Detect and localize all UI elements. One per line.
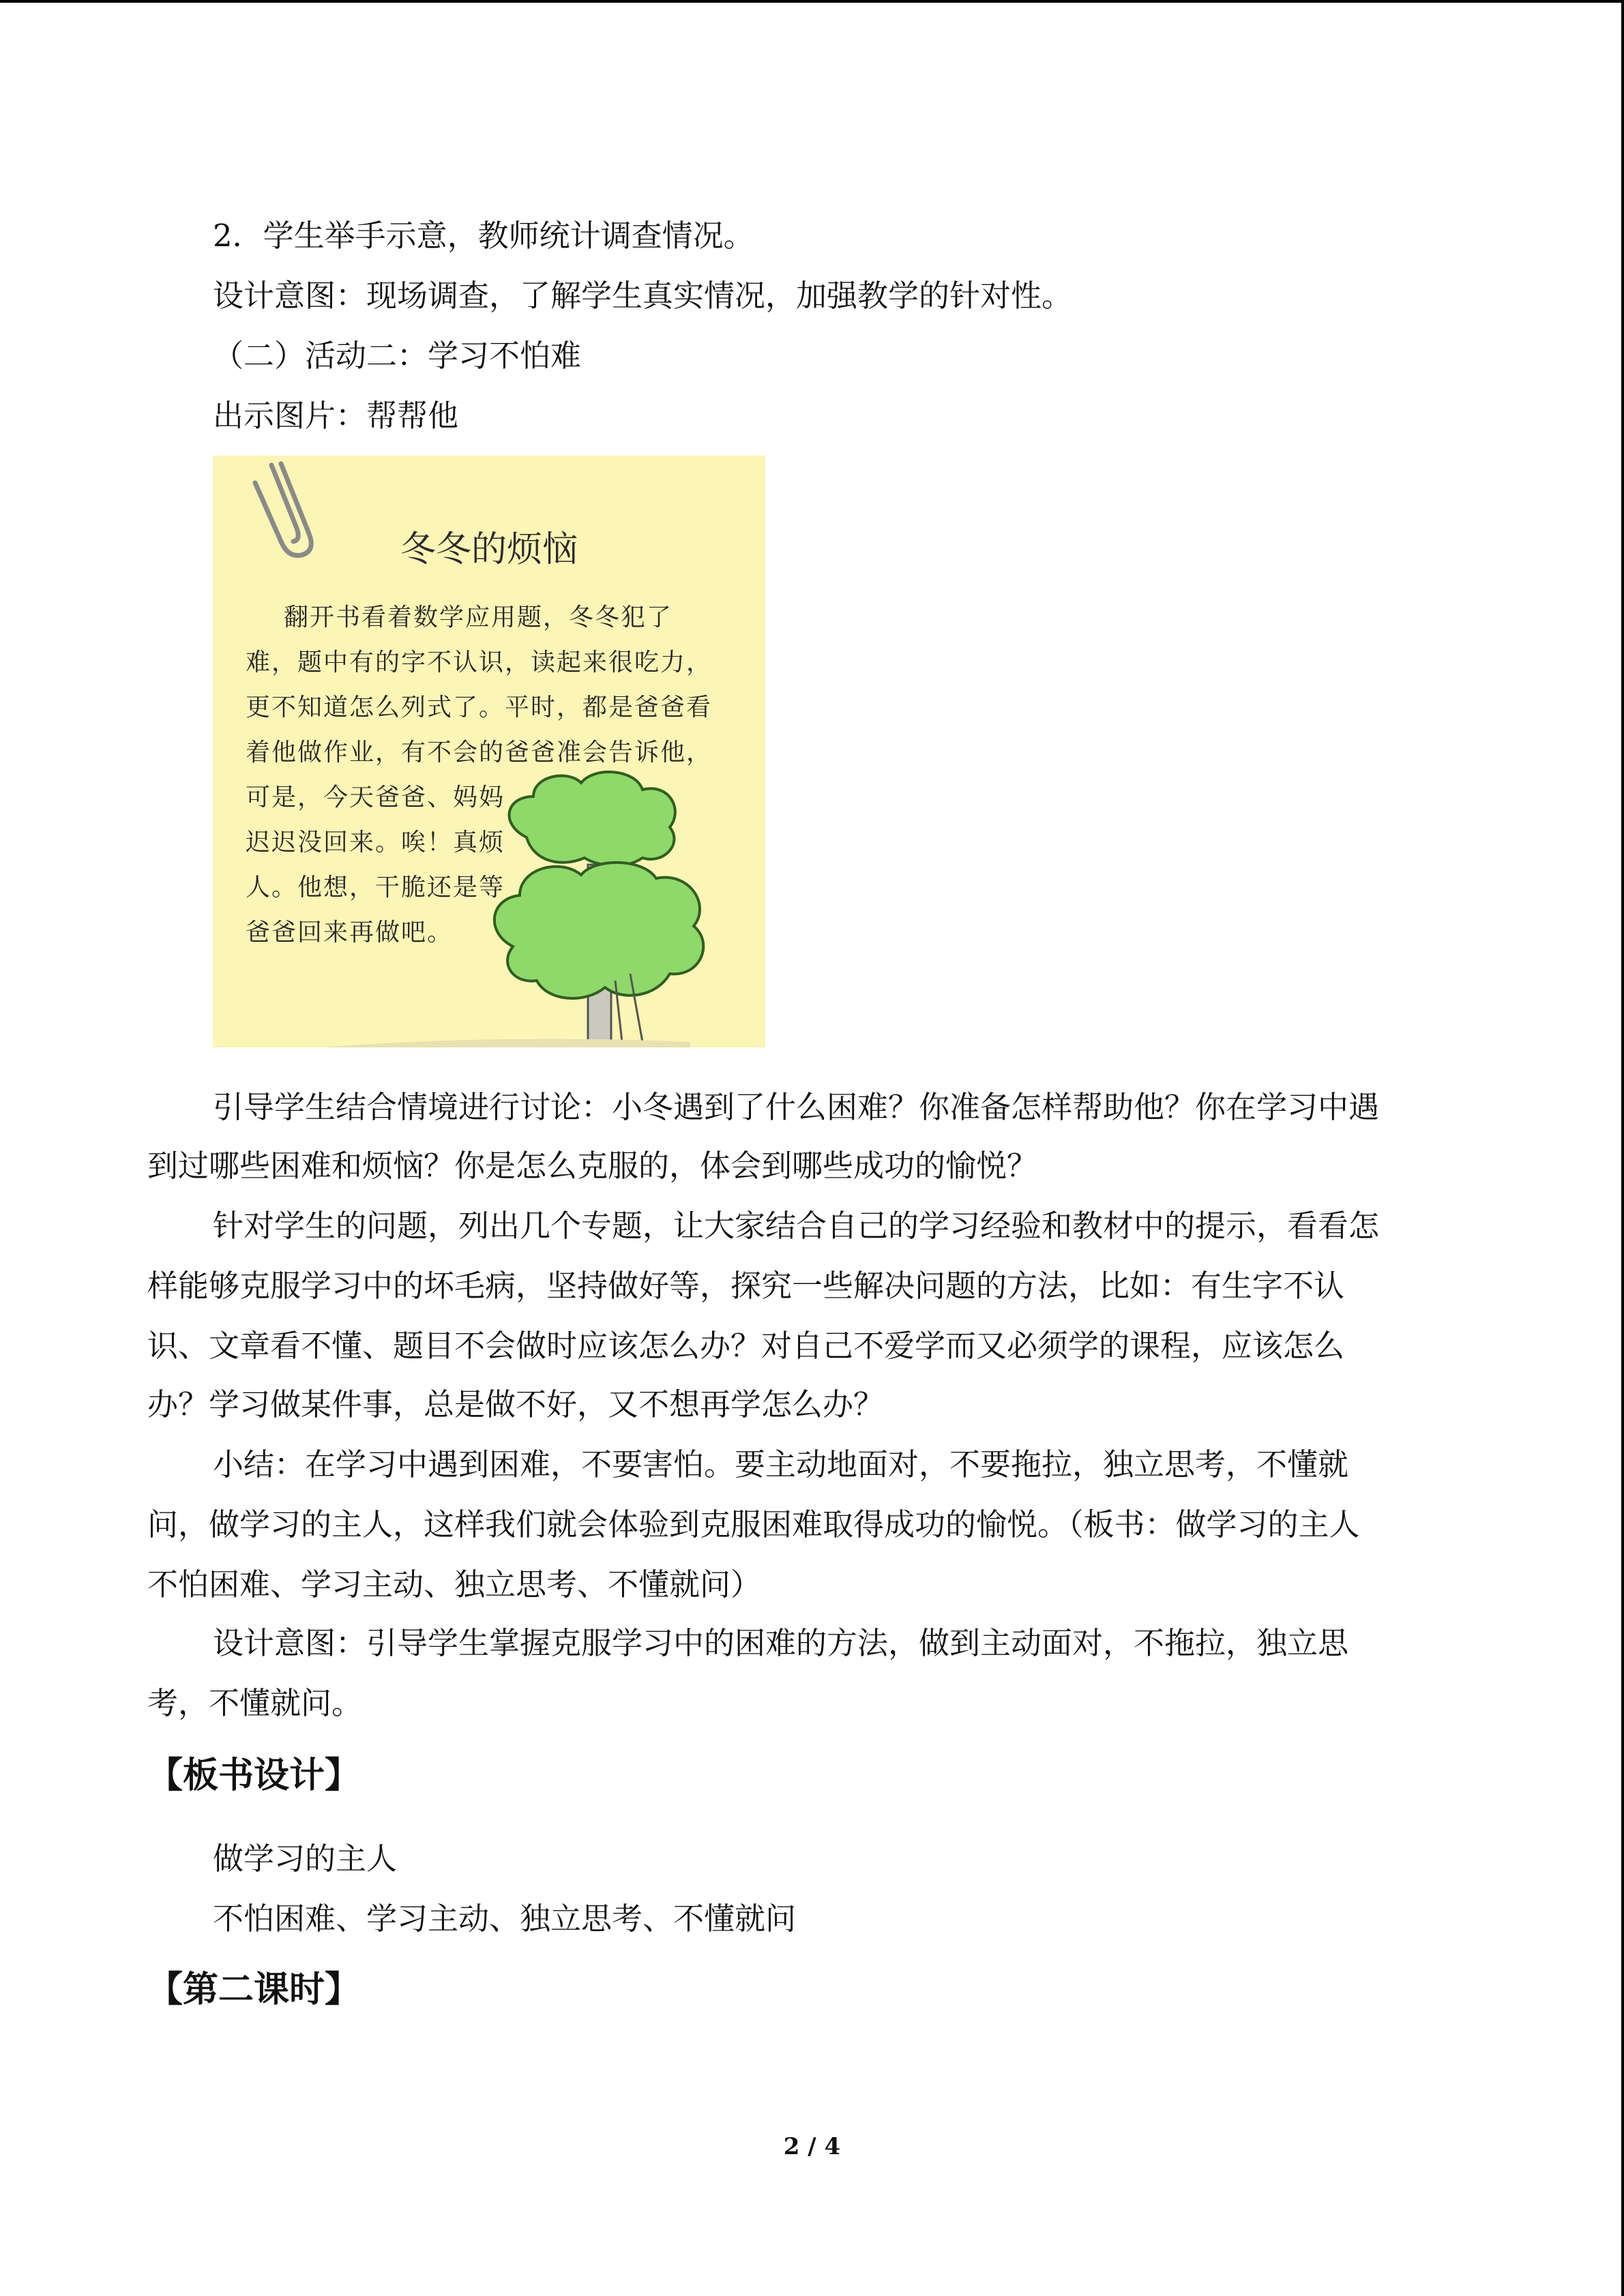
illustration-text-line: 迟迟没回来。唉！真烦 — [246, 829, 505, 856]
heading-board-design: 【板书设计】 — [147, 1755, 361, 1796]
paragraph-topics-line-4: 办？学习做某件事，总是做不好，又不想再学怎么办？ — [147, 1386, 885, 1422]
illustration-title: 冬冬的烦恼 — [400, 529, 578, 570]
paragraph-step-2: 2．学生举手示意，教师统计调查情况。 — [213, 218, 754, 254]
illustration-text-line: 人。他想，干脆还是等 — [246, 874, 505, 901]
paragraph-topics-line-2: 样能够克服学习中的坏毛病，坚持做好等，探究一些解决问题的方法，比如：有生字不认 — [147, 1268, 1345, 1304]
paragraph-discussion-line-2: 到过哪些困难和烦恼？你是怎么克服的，体会到哪些成功的愉悦？ — [147, 1148, 1038, 1184]
paragraph-design-intent-1: 设计意图：现场调查，了解学生真实情况，加强教学的针对性。 — [213, 278, 1073, 314]
illustration-text-line: 翻开书看着数学应用题，冬冬犯了 — [284, 603, 673, 631]
top-border — [0, 0, 1624, 3]
paragraph-activity-2-title: （二）活动二：学习不怕难 — [213, 338, 582, 374]
illustration-text-line: 着他做作业，有不会的爸爸准会告诉他， — [246, 739, 713, 766]
paragraph-summary-line-2: 问，做学习的主人，这样我们就会体验到克服困难取得成功的愉悦。（板书：做学习的主人 — [147, 1506, 1360, 1542]
paragraph-topics-line-1: 针对学生的问题，列出几个专题，让大家结合自己的学习经验和教材中的提示，看看怎 — [213, 1208, 1380, 1244]
paragraph-design-intent-2-line-2: 考，不懂就问。 — [147, 1685, 363, 1721]
right-border — [1621, 0, 1624, 2296]
board-points: 不怕困难、学习主动、独立思考、不懂就问 — [213, 1900, 797, 1937]
paper-shadow — [322, 1039, 690, 1048]
paragraph-discussion-line-1: 引导学生结合情境进行讨论：小冬遇到了什么困难？你准备怎样帮助他？你在学习中遇 — [213, 1089, 1380, 1125]
illustration-dongdong-worries — [213, 456, 765, 1047]
paragraph-summary-line-3: 不怕困难、学习主动、独立思考、不懂就问） — [147, 1566, 762, 1602]
illustration-text-line: 可是，今天爸爸、妈妈 — [246, 784, 505, 811]
heading-second-lesson: 【第二课时】 — [147, 1969, 361, 2010]
paragraph-show-picture: 出示图片：帮帮他 — [213, 398, 459, 434]
board-title: 做学习的主人 — [213, 1840, 398, 1877]
paragraph-summary-line-1: 小结：在学习中遇到困难，不要害怕。要主动地面对，不要拖拉，独立思考，不懂就 — [213, 1446, 1349, 1482]
illustration-text-line: 难，题中有的字不认识，读起来很吃力， — [246, 648, 713, 676]
paragraph-design-intent-2-line-1: 设计意图：引导学生掌握克服学习中的困难的方法，做到主动面对，不拖拉，独立思 — [213, 1625, 1349, 1661]
illustration-text-line: 更不知道怎么列式了。平时，都是爸爸看 — [246, 694, 713, 721]
illustration-text-line: 爸爸回来再做吧。 — [246, 919, 454, 946]
tree-icon — [494, 772, 703, 1047]
page-number: 2 / 4 — [783, 2133, 841, 2160]
paragraph-topics-line-3: 识、文章看不懂、题目不会做时应该怎么办？对自己不爱学而又必须学的课程，应该怎么 — [147, 1328, 1345, 1364]
